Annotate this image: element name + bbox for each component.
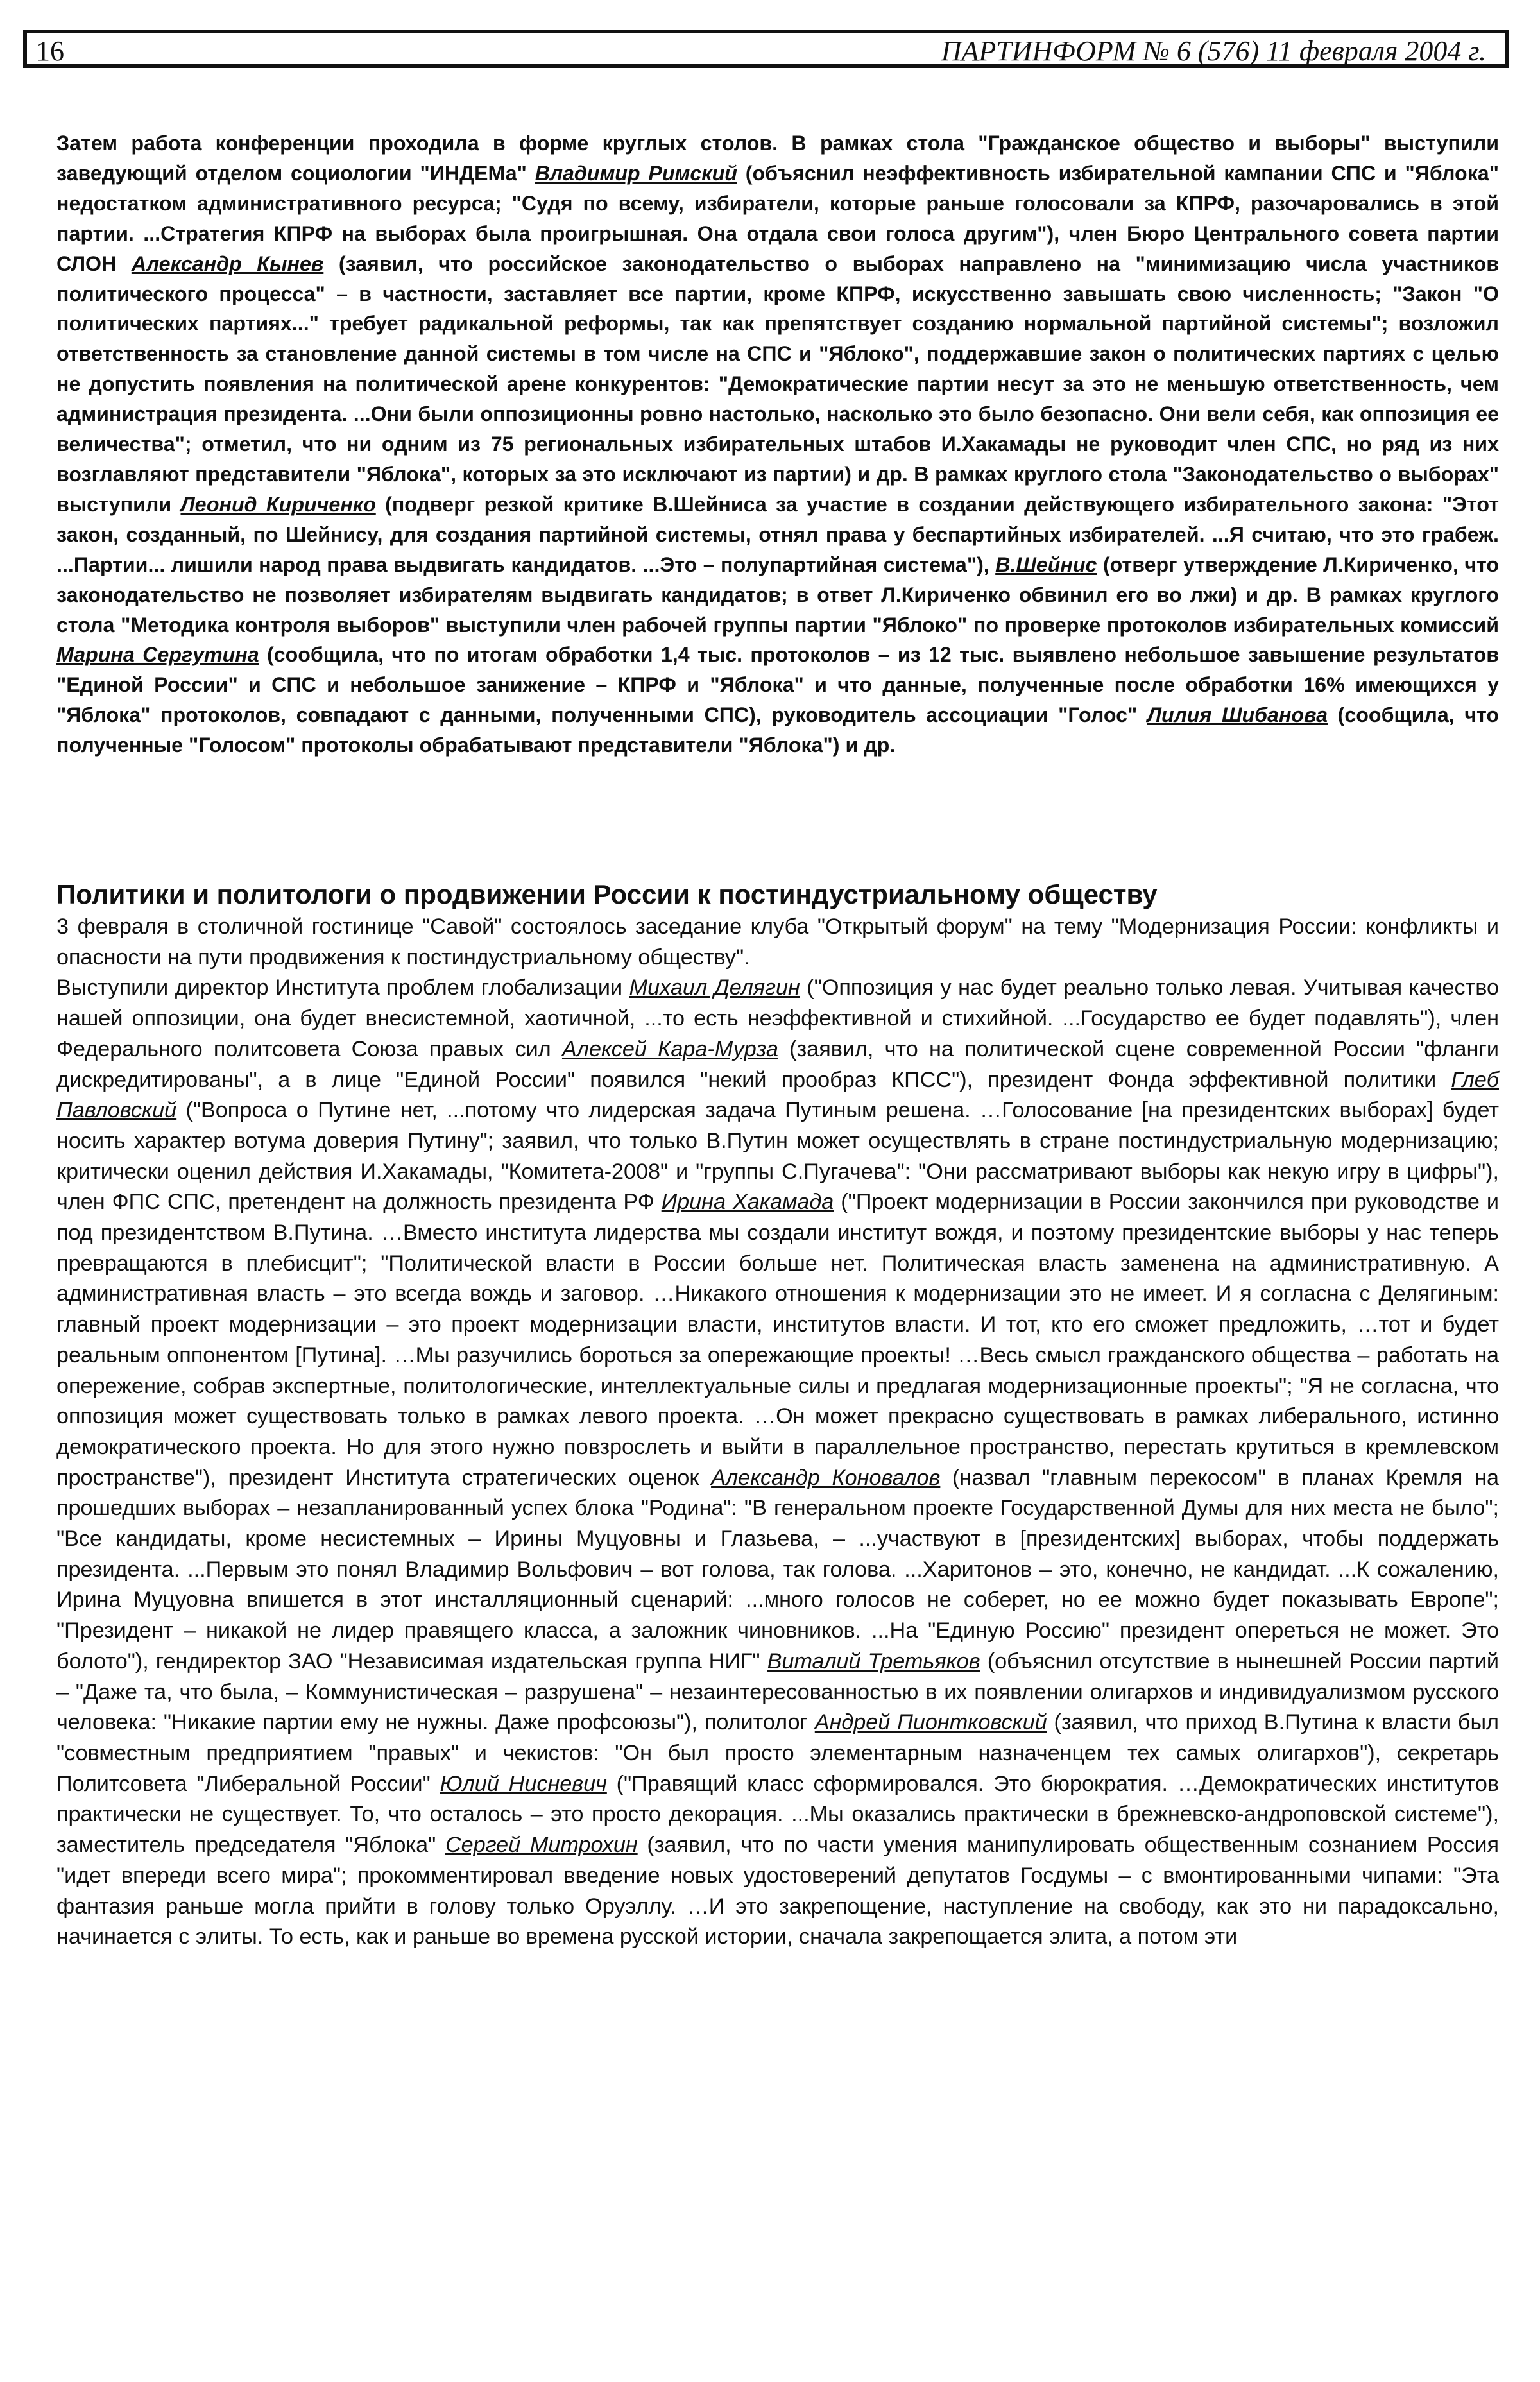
person-name: Виталий Третьяков	[767, 1649, 980, 1674]
text-run: ("Проект модернизации в России закончился при руководстве и под президентством В.Путина. …Вместо института лидерства мы создали институт вождя, и поэтому президентские выборы у нас теперь превращаются в плебисцит"; "Политической власти в России больше нет. Политическая власть заменена на административную. А административная власть – это всегда вождь и заговор. …Никакого отношения к модернизации это не имеет. И я согласна с Делягиным: главный проект модернизации – это проект модернизации власти, институтов власти. И тот, кто его сможет предложить, …тот и будет реальным оппонентом [Путина]. …Мы разучились бороться за опережающие проекты! …Весь смысл гражданского общества – работать на опережение, собрав экспертные, политологические, интеллектуальные силы и предлагая модернизационные проекты"; "Я не согласна, что оппозиция может существовать только в рамках левого проекта. …Он может прекрасно существовать в рамках либерального, истинно демократического проекта. Но для этого нужно повзрослеть и выйти в параллельное пространство, перестать крутиться в кремлевском пространстве"), президент Института стратегических оценок	[56, 1190, 1500, 1490]
article-paragraph-intro: 3 февраля в столичной гостинице "Савой" состоялось заседание клуба "Открытый форум" на тему "Модернизация России: конфликты и опасности на пути продвижения к постиндустриальному обществу".	[56, 914, 1499, 970]
text-run: (заявил, что по части умения манипулировать общественным сознанием Россия "идет впереди всего мира"; прокомментировал введение новых удостоверений депутатов Госдумы – с вмонтированными чипами: "Эта фантазия раньше могла прийти в голову только Оруэллу. …И это закрепощение, наступление на свободу, как это ни парадоксально, начинается с элиты. То есть, как и раньше во времена русской истории, сначала закрепощается элита, а потом эти	[56, 1833, 1499, 1949]
text-run: (сообщила, что по итогам обработки 1,4 тыс. протоколов – из 12 тыс. выявлено небольшое завышение результатов "Единой России" и СПС и небольшое занижение – КПРФ и "Яблока" и что данные, полученные после обработки 16% имеющихся у "Яблока" протоколов, совпадают с данными, полученными СПС), руководитель ассоциации "Голос"	[56, 643, 1500, 727]
person-name: Марина Сергутина	[56, 643, 259, 667]
conference-summary-paragraph	[56, 128, 1499, 760]
text-run: ("Правящий класс сформировался. Это бюрократия. …Демократических институтов практически не существует. То, что осталось – это просто декорация. ...Мы оказались практически в брежневско-андроповской системе"), заместитель председателя "Яблока"	[56, 1771, 1499, 1858]
issue-info: ПАРТИНФОРМ № 6 (576) 11 февраля 2004 г.	[941, 35, 1486, 67]
person-name: Андрей Пионтковский	[814, 1710, 1047, 1735]
text-run: (отверг утверждение Л.Кириченко, что законодательство не позволяет избирателям выдвигать кандидатов; в ответ Л.Кириченко обвинил его во лжи) и др. В рамках круглого стола "Методика контроля выборов" выступили член рабочей группы партии "Яблоко" по проверке протоколов избирательных комиссий	[56, 553, 1500, 637]
text-run: (объяснил отсутствие в нынешней России партий – "Даже та, что была, – Коммунистическая – разрушена" – незаинтересованностью в их появлении олигархов и индивидуализмом русского человека: "Никакие партии ему не нужны. Даже профсоюзы"), политолог	[56, 1649, 1499, 1735]
text-run: Затем работа конференции проходила в форме круглых столов. В рамках стола "Гражданское общество и выборы" выступили заведующий отделом социологии "ИНДЕМа"	[56, 132, 1499, 185]
text-run: (заявил, что на политической сцене современной России "фланги дискредитированы", а в лице "Единой России" появился "некий прообраз КПСС"), президент Фонда эффективной политики	[56, 1036, 1499, 1092]
text-run: (подверг резкой критике В.Шейниса за участие в создании действующего избирательного закона: "Этот закон, созданный, по Шейнису, для создания партийной системы, отнял права у беспартийных избирателей. ...Я считаю, что это грабеж. ...Партии... лишили народ права выдвигать кандидатов. ...Это – полупартийная система"),	[56, 492, 1499, 576]
person-name: Александр Кынев	[131, 252, 324, 275]
person-name: Алексей Кара-Мурза	[561, 1036, 778, 1061]
person-name: Лилия Шибанова	[1147, 703, 1328, 727]
person-name: В.Шейнис	[995, 553, 1097, 576]
person-name: Владимир Римский	[535, 161, 737, 185]
person-name: Леонид Кириченко	[180, 492, 376, 516]
text-run: ("Оппозиция у нас будет реально только левая. Учитывая качество нашей оппозиции, она будет внесистемной, хаотичной, ...то есть неэффективной и стихийной. ...Государство ее будет подавлять"), член Федерального политсовета Союза правых сил	[56, 975, 1499, 1061]
article-body	[56, 912, 1499, 1953]
article-paragraph-speakers	[56, 973, 1499, 1953]
person-name: Глеб Павловский	[56, 1067, 1499, 1123]
person-name: Юлий Нисневич	[440, 1771, 607, 1796]
text-run: ("Вопроса о Путине нет, ...потому что лидерская задача Путиным решена. …Голосование [на президентских выборах] будет носить характер вотума доверия Путину"; заявил, что только В.Путин может осуществлять в стране постиндустриальную модернизацию; критически оценил действия И.Хакамады, "Комитета-2008" и "группы С.Пугачева": "Они рассматривают выборы как некую игру в цифры"), член ФПС СПС, претендент на должность президента РФ	[56, 1098, 1499, 1215]
person-name: Михаил Делягин	[629, 975, 800, 1000]
text-run: (заявил, что российское законодательство о выборах направлено на "минимизацию числа участников политического процесса" – в частности, заставляет все партии, кроме КПРФ, искусственно завышать свою численность; "Закон "О политических партиях..." требует радикальной реформы, так как препятствует созданию нормальной партийной системы"; возложил ответственность за становление данной системы в том числе на СПС и "Яблоко", поддержавшие закон о политических партиях с целью не допустить появления на политической арене конкурентов: "Демократические партии несут за это не меньшую ответственность, чем администрация президента. ...Они были оппозиционны ровно настолько, насколько это было безопасно. Они вели себя, как оппозиция ее величества"; отметил, что ни одним из 75 региональных избирательных штабов И.Хакамады не руководит член СПС, но ряд из них возглавляют представители "Яблока", которых за это исключают из партии) и др. В рамках круглого стола "Законодательство о выборах" выступили	[56, 252, 1499, 516]
person-name: Ирина Хакамада	[661, 1190, 834, 1215]
section-title: Политики и политологи о продвижении России к постиндустриальному обществу	[56, 879, 1158, 909]
person-name: Сергей Митрохин	[445, 1833, 638, 1858]
page-header	[23, 30, 1509, 68]
text-run: (заявил, что приход В.Путина к власти был "совместным предприятием "правых" и чекистов: "Он был просто элементарным назначенцем тех самых олигархов"), секретарь Политсовета "Либеральной России"	[56, 1710, 1499, 1796]
page-number: 16	[36, 35, 64, 67]
text-run: (объяснил неэффективность избирательной кампании СПС и "Яблока" недостатком административного ресурса; "Судя по всему, избиратели, которые раньше голосовали за КПРФ, разочаровались в этой партии. ...Стратегия КПРФ на выборах была проигрышная. Она отдала свои голоса другим"), член Бюро Центрального совета партии СЛОН	[56, 161, 1499, 275]
text-run: (назвал "главным перекосом" в планах Кремля на прошедших выборах – незапланированный успех блока "Родина": "В генеральном проекте Государственной Думы для них места не было"; "Все кандидаты, кроме несистемных – Ирины Муцуовны и Глазьева, – ...участвуют в [президентских] выборах, чтобы поддержать президента. ...Первым это понял Владимир Вольфович – вот голова, так голова. ...Харитонов – это, конечно, не кандидат. ...К сожалению, Ирина Муцуовна впишется в этот инсталляционный сценарий: ...много голосов не соберет, но ее можно будет показывать Европе"; "Президент – никакой не лидер правящего класса, а заложник чиновников. ...На "Единую Россию" президент опереться не может. Это болото"), гендиректор ЗАО "Независимая издательская группа НИГ"	[56, 1465, 1499, 1674]
text-run: (сообщила, что полученные "Голосом" протоколы обрабатывают представители "Яблока") и др.	[56, 703, 1500, 757]
person-name: Александр Коновалов	[711, 1465, 941, 1490]
text-run: Выступили директор Института проблем глобализации	[56, 975, 629, 1000]
